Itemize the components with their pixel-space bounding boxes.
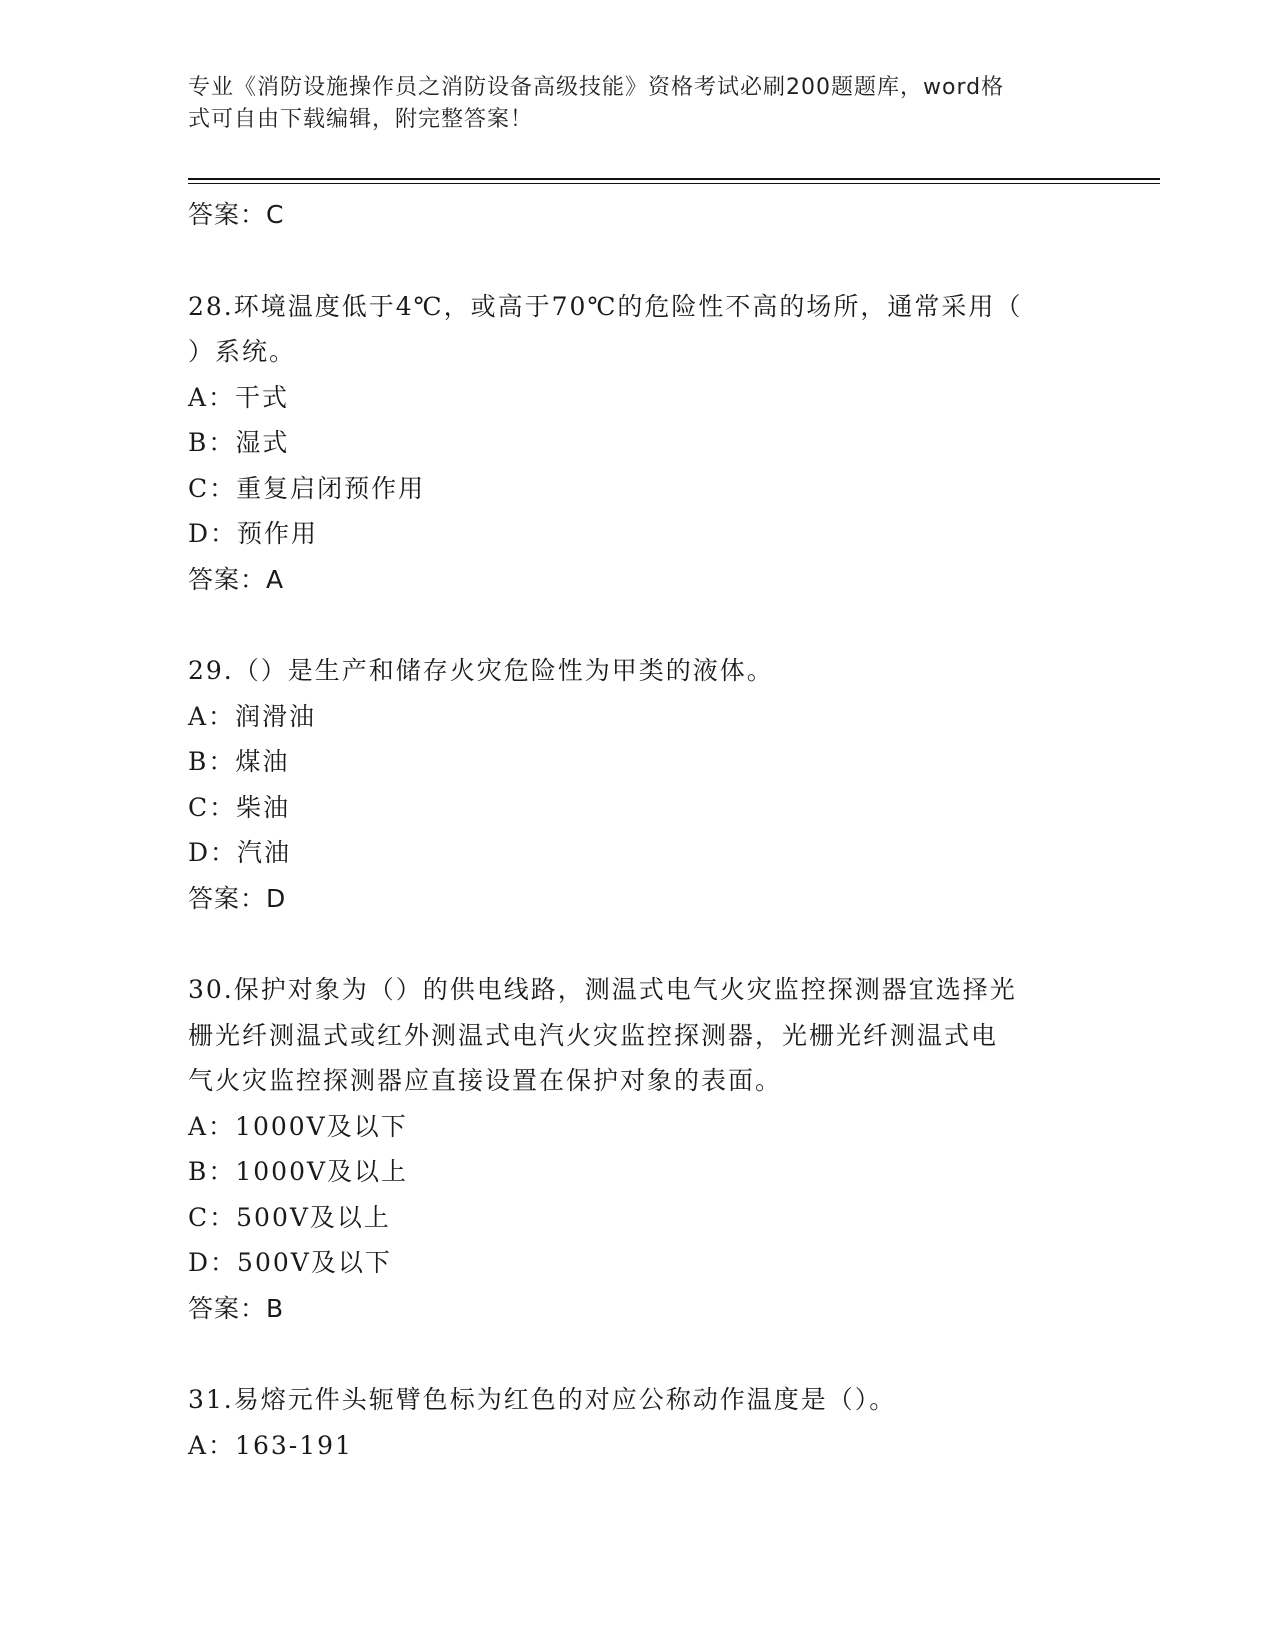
spacer [188, 921, 1088, 967]
question-stem-line: 栅光纤测温式或红外测温式电汽火灾监控探测器，光栅光纤测温式电 [188, 1020, 999, 1050]
option-d: D：预作用 [188, 519, 319, 548]
option-d: D：汽油 [188, 838, 292, 867]
spacer [188, 602, 1088, 648]
option-a: A：163-191 [188, 1430, 353, 1460]
option-b: B：1000V及以上 [188, 1157, 409, 1186]
spacer [188, 238, 1088, 284]
header-line-2: 式可自由下载编辑，附完整答案！ [188, 107, 534, 132]
option-d: D：500V及以下 [188, 1248, 392, 1277]
answer: 答案：B [188, 1293, 285, 1323]
previous-answer: 答案：C [188, 200, 285, 229]
option-b: B：煤油 [188, 747, 290, 776]
question-30 [188, 967, 1088, 1331]
answer: 答案：D [188, 883, 287, 913]
question-28 [188, 284, 1088, 603]
answer: 答案：A [188, 564, 285, 594]
question-list [188, 192, 1088, 1468]
question-29 [188, 648, 1088, 921]
header-line-1: 专业《消防设施操作员之消防设备高级技能》资格考试必刷200题题库，word格 [188, 75, 1005, 100]
option-b: B：湿式 [188, 428, 290, 457]
option-c: C：重复启闭预作用 [188, 473, 426, 503]
option-c: C：柴油 [188, 792, 291, 822]
spacer [188, 1331, 1088, 1377]
question-stem-line: 30.保护对象为（）的供电线路，测温式电气火灾监控探测器宜选择光 [188, 975, 1017, 1004]
option-c: C：500V及以上 [188, 1202, 391, 1232]
question-stem-line: 28.环境温度低于4℃，或高于70℃的危险性不高的场所，通常采用（ [188, 291, 1023, 321]
question-stem-line: ）系统。 [188, 337, 297, 366]
header-divider-thin [188, 183, 1160, 184]
question-stem-line: 31.易熔元件头轭臂色标为红色的对应公称动作温度是（）。 [188, 1385, 897, 1414]
question-stem-line: 29.（）是生产和储存火灾危险性为甲类的液体。 [188, 656, 774, 685]
question-31 [188, 1377, 1088, 1468]
document-header [188, 72, 1088, 136]
option-a: A：1000V及以下 [188, 1111, 408, 1141]
option-a: A：润滑油 [188, 701, 317, 731]
header-divider-thick [188, 178, 1160, 180]
option-a: A：干式 [188, 382, 290, 412]
question-stem-line: 气火灾监控探测器应直接设置在保护对象的表面。 [188, 1066, 783, 1095]
